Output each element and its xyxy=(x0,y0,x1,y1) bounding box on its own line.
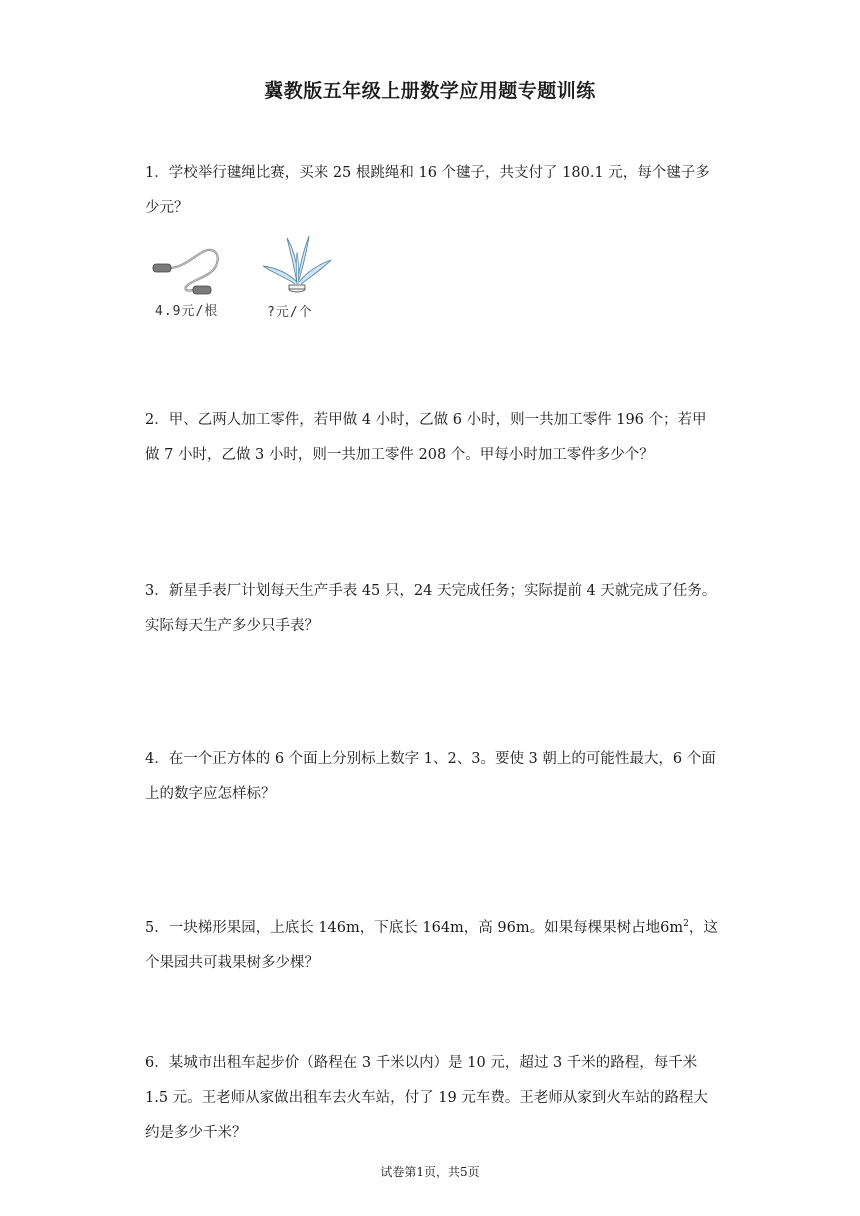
question-1-line-2: 少元？ xyxy=(145,200,189,216)
shuttlecock-price-label: ?元/个 xyxy=(267,305,313,320)
question-3-line-2: 实际每天生产多少只手表？ xyxy=(145,618,319,634)
question-2-line-1: 2．甲、乙两人加工零件，若甲做 4 小时，乙做 6 小时，则一共加工零件 196 个；若甲 xyxy=(145,412,707,428)
question-5-text-before: 5．一块梯形果园，上底长 146m，下底长 164m，高 96m。如果每棵果树占地 xyxy=(145,920,661,936)
question-4-line-2: 上的数字应怎样标？ xyxy=(145,786,276,802)
page-footer: 试卷第1页，共5页 xyxy=(380,1165,480,1179)
question-4-line-1: 4．在一个正方体的 6 个面上分别标上数字 1、2、3。要使 3 朝上的可能性最大，6 个面 xyxy=(145,751,716,767)
question-6-line-2: 1.5 元。王老师从家做出租车去火车站，付了 19 元车费。王老师从家到火车站的路程大 xyxy=(145,1090,708,1106)
area-unit-exponent: 2 xyxy=(683,919,689,930)
question-2 xyxy=(145,403,725,473)
question-4 xyxy=(145,742,725,812)
question-1 xyxy=(145,156,725,226)
question-6 xyxy=(145,1046,725,1151)
question-3 xyxy=(145,574,725,644)
question-5-line-1 xyxy=(145,911,725,946)
question-5-line-2: 个果园共可栽果树多少棵？ xyxy=(145,955,319,971)
page-title: 冀教版五年级上册数学应用题专题训练 xyxy=(264,80,596,102)
question-5 xyxy=(145,911,725,981)
area-unit: 6m xyxy=(660,920,684,936)
question-6-line-1: 6．某城市出租车起步价（路程在 3 千米以内）是 10 元，超过 3 千米的路程，每千米 xyxy=(145,1055,698,1071)
jump-rope-icon xyxy=(149,238,244,298)
shuttlecock-icon xyxy=(257,234,337,300)
question-6-line-3: 约是多少千米？ xyxy=(145,1125,247,1141)
question-5-text-after: ，这 xyxy=(688,920,718,936)
question-1-line-1: 1．学校举行毽绳比赛，买来 25 根跳绳和 16 个毽子，共支付了 180.1 元，每个毽子多 xyxy=(145,165,710,181)
rope-price-label: 4.9元/根 xyxy=(155,304,219,319)
question-3-line-1: 3．新星手表厂计划每天生产手表 45 只，24 天完成任务；实际提前 4 天就完成了任务。 xyxy=(145,583,717,599)
question-2-line-2: 做 7 小时，乙做 3 小时，则一共加工零件 208 个。甲每小时加工零件多少个？ xyxy=(145,447,654,463)
question-1-figure xyxy=(145,234,345,324)
